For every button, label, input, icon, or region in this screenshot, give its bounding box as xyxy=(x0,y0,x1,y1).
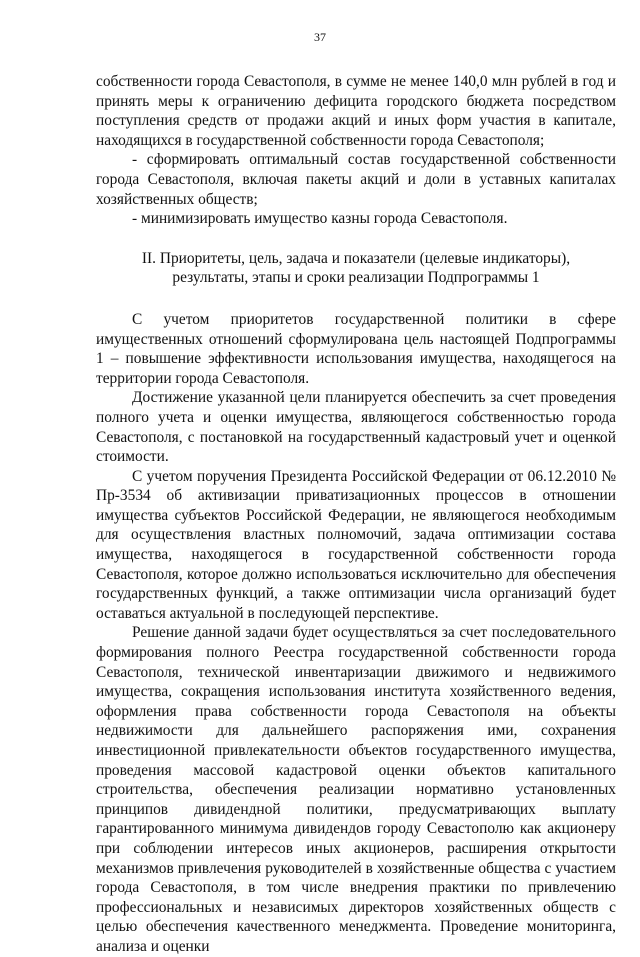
paragraph-continuation: собственности города Севастополя, в сумме не менее 140,0 млн рублей в год и принять меры к ограничению дефицита городского бюджета посредством поступления средств от продажи акций и иных форм участия в капитале, находящихся в государственной собственности города Севастополя; xyxy=(96,73,616,149)
paragraph-presidential-order: С учетом поручения Президента Российской Федерации от 06.12.2010 № Пр-3534 об активизации приватизационных процессов в отношении имущества субъектов Российской Федерации, не являющегося необходимым для осуществления властных полномочий, задача оптимизации состава имущества, находящегося в государственной собственности города Севастополя, которое должно использоваться исключительно для обеспечения государственных функций, а также оптимизации числа организаций будет оставаться актуальной в последующей перспективе. xyxy=(96,467,616,622)
page-number: 37 xyxy=(314,30,326,44)
paragraph-achievement: Достижение указанной цели планируется обеспечить за счет проведения полного учета и оценки имущества, являющегося собственностью города Севастополя, с постановкой на государственный кадастровый учет и оценкой стоимости. xyxy=(96,389,616,466)
list-item-minimize-treasury: - минимизировать имущество казны города Севастополя. xyxy=(132,210,508,228)
section-heading-line-2: результаты, этапы и сроки реализации Подпрограммы 1 xyxy=(172,269,540,287)
paragraph-task-solution: Решение данной задачи будет осуществляться за счет последовательного формирования полного Реестра государственной собственности города Севастополя, технической инвентаризации движимого и недвижимого имущества, сокращения использования института хозяйственного ведения, оформления права собственности города Севастополя на объекты недвижимости для дальнейшего распоряжения ими, сохранения инвестиционной привлекательности объектов государственного имущества, проведения массовой кадастровой оценки объектов капитального строительства, обеспечения реализации нормативно установленных принципов дивидендной политики, предусматривающих выплату гарантированного минимума дивидендов городу Севастополю как акционеру при соблюдении интересов иных акционеров, расширения открытости механизмов привлечения руководителей в хозяйственные общества с участием города Севастополя, в том числе внедрения практики по привлечению профессиональных и независимых директоров хозяйственных обществ с целью обеспечения качественного менеджмента. Проведение мониторинга, анализа и оценки xyxy=(96,624,616,955)
document-body xyxy=(96,72,616,957)
section-heading-line-1: II. Приоритеты, цель, задача и показатели (целевые индикаторы), xyxy=(141,249,571,267)
paragraph-goal: С учетом приоритетов государственной политики в сфере имущественных отношений сформулирована цель настоящей Подпрограммы 1 – повышение эффективности использования имущества, находящегося на территории города Севастополя. xyxy=(96,310,616,387)
list-item-form-composition: - сформировать оптимальный состав государственной собственности города Севастополя, включая пакеты акций и доли в уставных капиталах хозяйственных обществ; xyxy=(96,151,616,208)
section-heading xyxy=(96,249,616,288)
